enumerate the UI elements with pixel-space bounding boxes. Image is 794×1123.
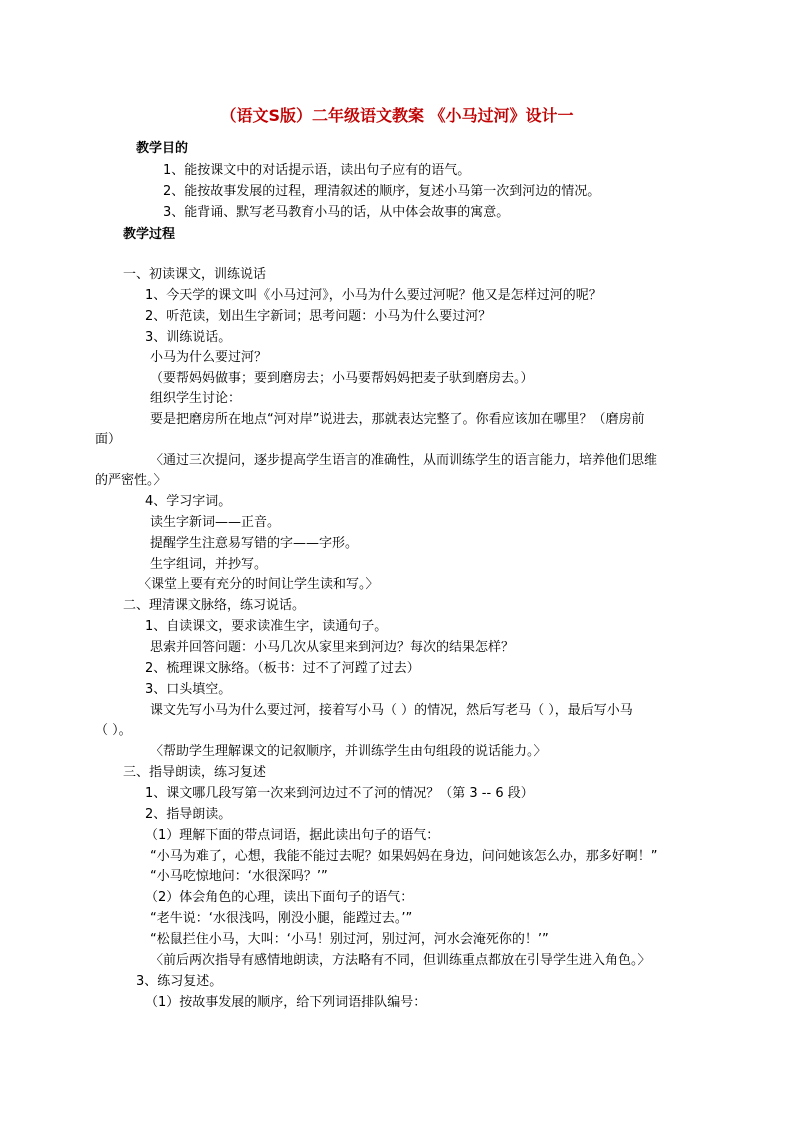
text-line: （ ）。: [95, 723, 132, 738]
text-line: 组织学生讨论：: [150, 391, 242, 406]
text-line: 思索并回答问题：小马几次从家里来到河边？每次的结果怎样？: [150, 640, 515, 655]
note-line: 〈课堂上要有充分的时间让学生读和写。〉: [138, 577, 379, 592]
text-line: 1、今天学的课文叫《小马过河》，小马为什么要过河呢？他又是怎样过河的呢？: [145, 288, 602, 303]
text-line: “小马吃惊地问：‘水很深吗？’”: [150, 869, 328, 884]
section-heading: 一、初读课文，训练说话: [123, 267, 267, 282]
text-line: 1、自读课文，要求读准生字，读通句子。: [145, 619, 388, 634]
text-line: “松鼠拦住小马，大叫：‘小马！别过河，别过河，河水会淹死你的！’”: [150, 932, 549, 947]
text-line: 2、指导朗读。: [145, 807, 232, 822]
section-heading: 二、理清课文脉络，练习说话。: [123, 598, 306, 613]
text-line: （1）按故事发展的顺序，给下列词语排队编号：: [145, 995, 427, 1010]
text-line: 3、口头填空。: [145, 682, 232, 697]
text-line: 读生字新词——正音。: [150, 515, 281, 530]
note-line: 〈通过三次提问，逐步提高学生语言的准确性，从而训练学生的语言能力，培养他们思维: [150, 453, 658, 468]
note-line: 的严密性。〉: [95, 473, 167, 488]
note-line: 〈帮助学生理解课文的记叙顺序，并训练学生由句组段的说话能力。〉: [150, 744, 547, 759]
text-line: 小马为什么要过河？: [150, 350, 268, 365]
goal-item: 3、能背诵、默写老马教育小马的话，从中体会故事的寓意。: [163, 205, 510, 220]
text-line: 课文先写小马为什么要过河，接着写小马（ ）的情况，然后写老马（ ），最后写小马: [150, 703, 633, 718]
text-line: 2、听范读，划出生字新词；思考问题：小马为什么要过河？: [145, 309, 492, 324]
text-line: 2、梳理课文脉络。（板书：过不了河蹚了过去）: [145, 661, 420, 676]
text-line: 提醒学生注意易写错的字——字形。: [150, 536, 359, 551]
text-line: 3、练习复述。: [136, 974, 223, 989]
text-line: 要是把磨房所在地点“河对岸”说进去，那就表达完整了。你看应该加在哪里？（磨房前: [150, 412, 645, 427]
text-line: 3、训练说话。: [145, 330, 232, 345]
process-heading: 教学过程: [123, 227, 176, 242]
text-line: 面）: [95, 432, 122, 447]
text-line: （要帮妈妈做事；要到磨房去；小马要帮妈妈把麦子驮到磨房去。）: [150, 371, 534, 386]
goal-item: 1、能按课文中的对话提示语，读出句子应有的语气。: [163, 163, 471, 178]
text-line: “小马为难了，心想，我能不能过去呢？如果妈妈在身边，问问她该怎么办，那多好啊！”: [150, 849, 658, 864]
text-line: 1、课文哪几段写第一次来到河边过不了河的情况？（第 3 -- 6 段）: [145, 786, 534, 801]
document-title: （语文S版）二年级语文教案 《小马过河》设计一: [220, 106, 574, 125]
text-line: （1）理解下面的带点词语，据此读出句子的语气：: [145, 828, 440, 843]
section-heading: 三、指导朗读，练习复述: [123, 765, 267, 780]
goal-item: 2、能按故事发展的过程，理清叙述的顺序，复述小马第一次到河边的情况。: [163, 184, 601, 199]
text-line: （2）体会角色的心理，读出下面句子的语气：: [145, 890, 414, 905]
text-line: 4、学习字词。: [145, 494, 232, 509]
text-line: 生字组词，并抄写。: [150, 557, 268, 572]
note-line: 〈前后两次指导有感情地朗读，方法略有不同，但训练重点都放在引导学生进入角色。〉: [150, 953, 651, 968]
goals-heading: 教学目的: [136, 141, 189, 156]
text-line: “老牛说：‘水很浅吗，刚没小腿，能蹚过去。’”: [150, 911, 413, 926]
